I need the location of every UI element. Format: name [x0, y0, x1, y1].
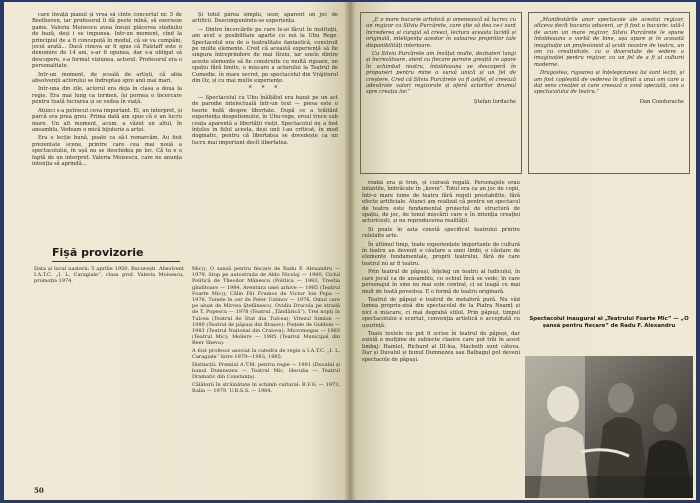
paragraph: Toate textele nu pot fi scrise în teatrul de păpuși, dar există o mulțime de subiecte clasice care pot trăi în acest limbaj: Hamlet, Richard al III-lea, Macbeth sunt câteva. Dar și Duvalul și bunul Dumnezeu sau Balbagul pot deveni spectacole de păpuși. [362, 330, 520, 363]
paragraph: Intr-una din zile, actorul era deja în clasa a doua la regie. Era mai lung ca termen, își pornea o încercare pentru toată lucrarea și se vedea în viață. [32, 86, 182, 106]
fisa-entry: Distincții: Premiul A.T.M. pentru regie — 1981 (Duvalul și bunul Dumnezeu — Teatrul Mic, Hecuba — Teatrul Dramatic din Constanța). [192, 362, 340, 381]
paragraph: Era o lecție bună, poate ca să-l remarcăm. Au fost prezentate scene, printre care cea mai nouă a spectacolului, în ușă nu se deschidea pe loc. Că tu e o faptă de un interpret. Valeria Moisescu, care ne anunța intenția să aprindă... [32, 135, 182, 167]
quote-paragraph: „E o mare bucurie artistică și omenească să lucrez cu un regizor ca Silviu Purcărete, care știe să dea ce-i sunt încrederea și curajul să creezi, lectura aceasta lucidă și originală, inteligența acestor în valoarea propriilor tale disponibilități interioare. [366, 17, 516, 49]
quote-paragraph: Cu Silviu Purcărete am învățat multe, dezbateri lungi și încrezătoare, atent cu fiecare pornire greșită ce apare în schimbul nostru, întotdeauna se descoperă în propuneri pentru mine o sursă unică și un fel de creștere. Cred că Silviu Purcărete va fi astfel, el creează adevărate valori regizorale și oferă actorilor drumul spre creația lor.” [366, 51, 516, 96]
paragraph: roabă era și tron, și cuirasă regală. Personajele erau infantile, îmbrăcate în „kovni”. Totul era ca un joc de copii, într-o mare lume de teatru fără reguli prestabilite, fără efecte artificiale. Atunci am realizat că pentru un spectacol de teatru este fundamental proiectul de structură de spațiu, de joc, de tonul mișcării care e în intenția creației actoricești, și nu reproducerea realității. [362, 180, 520, 225]
open-magazine-spread [4, 2, 696, 500]
left-page-column-1 [32, 12, 182, 244]
fisa-column-2 [192, 266, 340, 484]
fisa-column-1 [34, 266, 184, 484]
performance-photo-illustration [525, 356, 693, 498]
paragraph: În ultimul timp, toate experiențele importante de cultură în teatru au devenit o căutare a unei limbi, o căutare de elemente fundamentale, proprii teatrului, fără de care teatrul nu ar fi teatru. [362, 241, 520, 267]
paragraph: Intr-un moment, de școală de artiști, că abia absolvenții actorului se îndreptau spre anii mai mari. [32, 71, 182, 85]
performance-photo [525, 356, 693, 498]
paragraph: Prin teatrul de păpuși, înțeleg un teatru al ludicului, în care jocul ca de ansamblu, cu ochiul încă se vede; în care personajul în sine nu mai este central, ci se leagă cu mai mult de toată povestea. E o formă de teatru originară. [362, 269, 520, 295]
title-underline [52, 261, 180, 262]
right-page-column-1 [362, 180, 520, 496]
paragraph: Și poate în asta constă specificul teatrului printre celelalte arte. [362, 226, 520, 240]
paragraph: — Dintre încercările pe care le-ai făcut în instituții, am avut o posibilitate aparte cu noi la Ubu Rege. Spectacolul era de o teatralitate fantastică, construit pe multe elemente. Cred că această experiență să fie singura întreprindere de mai tîrziu, iar unele dintre aceste elemente să fie construite cu multă rigoare, un spațiu fără limite, o mișcare a actorului la Teatrul de Comedie, în mare secret, pe spectacolul din Vrăjitorul din Oz, și cu mai multe experiențe. [192, 26, 338, 85]
quote-paragraph: „Manifestările unor spectacole ale acestui regizor, altceva decît bucuria aducerii, ar fi fost o bucurie: iată-l de acum un mare regizor, Silviu Purcărete le spune întotdeauna o vorbă de bine, așa apare și în această imaginație un profesionist al școlii noastre de teatru, un om cu creativitate, cu o diversitate de vedere a imaginației pentru regizor, cu un fel de a fi al culturii moderne. [534, 17, 684, 68]
paragraph: — Spectacolul cu Ubu înălțătul era bazat pe un act de parodie intelectuală într-un text — piesa este o teorie bufă despre libertate. După ce a trăitănt experiența despotismului, în Ubu-rege, eroul trece sub ceața aparentă a libertății vieții. Spectacolul nu a fost înțeles în felul acesta, deși unii l-au criticat, în mod dogmatic, pentru că libertatea se dovedește ca un lucru mai important decît libertatea. [192, 94, 338, 146]
quote-signature: Ștefan Iordache [473, 98, 516, 105]
paragraph: Atunci s-a petrecut ceva important. El, un interpret, și parcă era prea greu. Prima dată am spus că e un lucru mare. Un alt moment, acum, a văzut un altul, în ansamblu. Vedeam o mică bijuterie a artei. [32, 107, 182, 133]
quote-signature: Dan Condurache [639, 98, 684, 105]
quote-box-iordache [360, 12, 522, 174]
right-page [350, 2, 696, 500]
quote-box-condurache [528, 12, 690, 174]
page-number: 50 [34, 486, 44, 495]
left-page [4, 2, 350, 500]
fisa-entry: Călătorii în străinătate în schimb cultural: R.F.G. — 1973, Italia — 1979, U.R.S.S. — 1984. [192, 382, 340, 395]
paragraph: Și totul părea simplu, usor, aparent un joc de artificii. Descompunîndu-se experiența. [192, 12, 338, 25]
left-page-column-2 [192, 12, 338, 244]
fisa-entry: Data și locul nașterii: 5 aprilie 1950, București. Absolvent I.A.T.C. „I. L. Caragiale”, clasa prof. Valeria Moisescu, promoția 1974. [34, 266, 184, 285]
fisa-entry: A fost profesor asociat la catedra de regie a I.A.T.C. „I. L. Caragiale” între 1979—1983, 1985. [192, 348, 340, 361]
fisa-entry: Mic)); O sansă pentru fiecare de Radu F. Alexandru — 1979, Stop pe autostrada de Aldo Nicolaj — 1980, Ciclul Politică de Theodor Mănescu (Politica — 1983, Trestia gînditoare — 1984, Aventura unei arhive — 1985 (Teatrul Foarte Mic)); Călin Făt Frumos de Victor Ion Popa — 1976, Tunele în cer de Peter Ustinov — 1976, Omul care pe aluat de Mircea Ştefănescu, Ovidiu Dracula pe stradă de T. Popescu — 1978 (Teatrul „Țăndărică”), Trei nopți în Tulcea (Teatrul de Stat din Tulcea); Vitezul Simion — 1980 (Teatrul de păpuși din Brașov); Piețele de Goldoni — 1983 (Teatrul Național din Craiova); Micromegas — 1983 (Teatrul Mic); Moliere — 1985 (Teatrul Municipal din Beer Sheva). [192, 266, 340, 347]
paragraph: Teatrul de păpuși e teatrul de metaforă pură. Nu văd lumea propriu-zisă din spectacolul de la Piatra Neamț și nici o mișcare, ci mai degrabă stilul. Prin păpuși, timpul spectacolului e scurtat, convenția artistică e acceptată cu ușurință. [362, 296, 520, 329]
paragraph: care învață pianul și vrea să cînte concertul nr. 5 de Beethoven, iar profesorul îi dă peste mînă, să exerseze game. Valeria Moisescu avea însuși plăcerea studiului de bază, deși i se impunea. Intr-un moment, cînd la principiul de a fi concepută în modul, că se va cumpăni, jocul arată... Dacă cineva ar fi spus că Falstaff este o denumire de 14 ani, s-ar fi opunea, dar s-a obligat să descopere, s-a format viziunea, actorul. Profesorul era o personalitate. [32, 12, 182, 70]
section-separator: * * * [248, 85, 282, 93]
fisa-provizorie-title: Fișă provizorie [52, 246, 144, 259]
quote-paragraph: Dragostea, rigoarea și înțelepciunea lui sunt lecții, și am fost copleșită de vederea în sfârșit a unui om care a dat sens creației și care creează o zonă specială, cea a spectacolului de teatru.” [534, 70, 684, 96]
book-gutter [344, 2, 356, 500]
photo-caption: Spectacolul inaugural al „Teatrului Foarte Mic” — „O șansă pentru fiecare” de Radu F. Alexandru [529, 316, 689, 329]
